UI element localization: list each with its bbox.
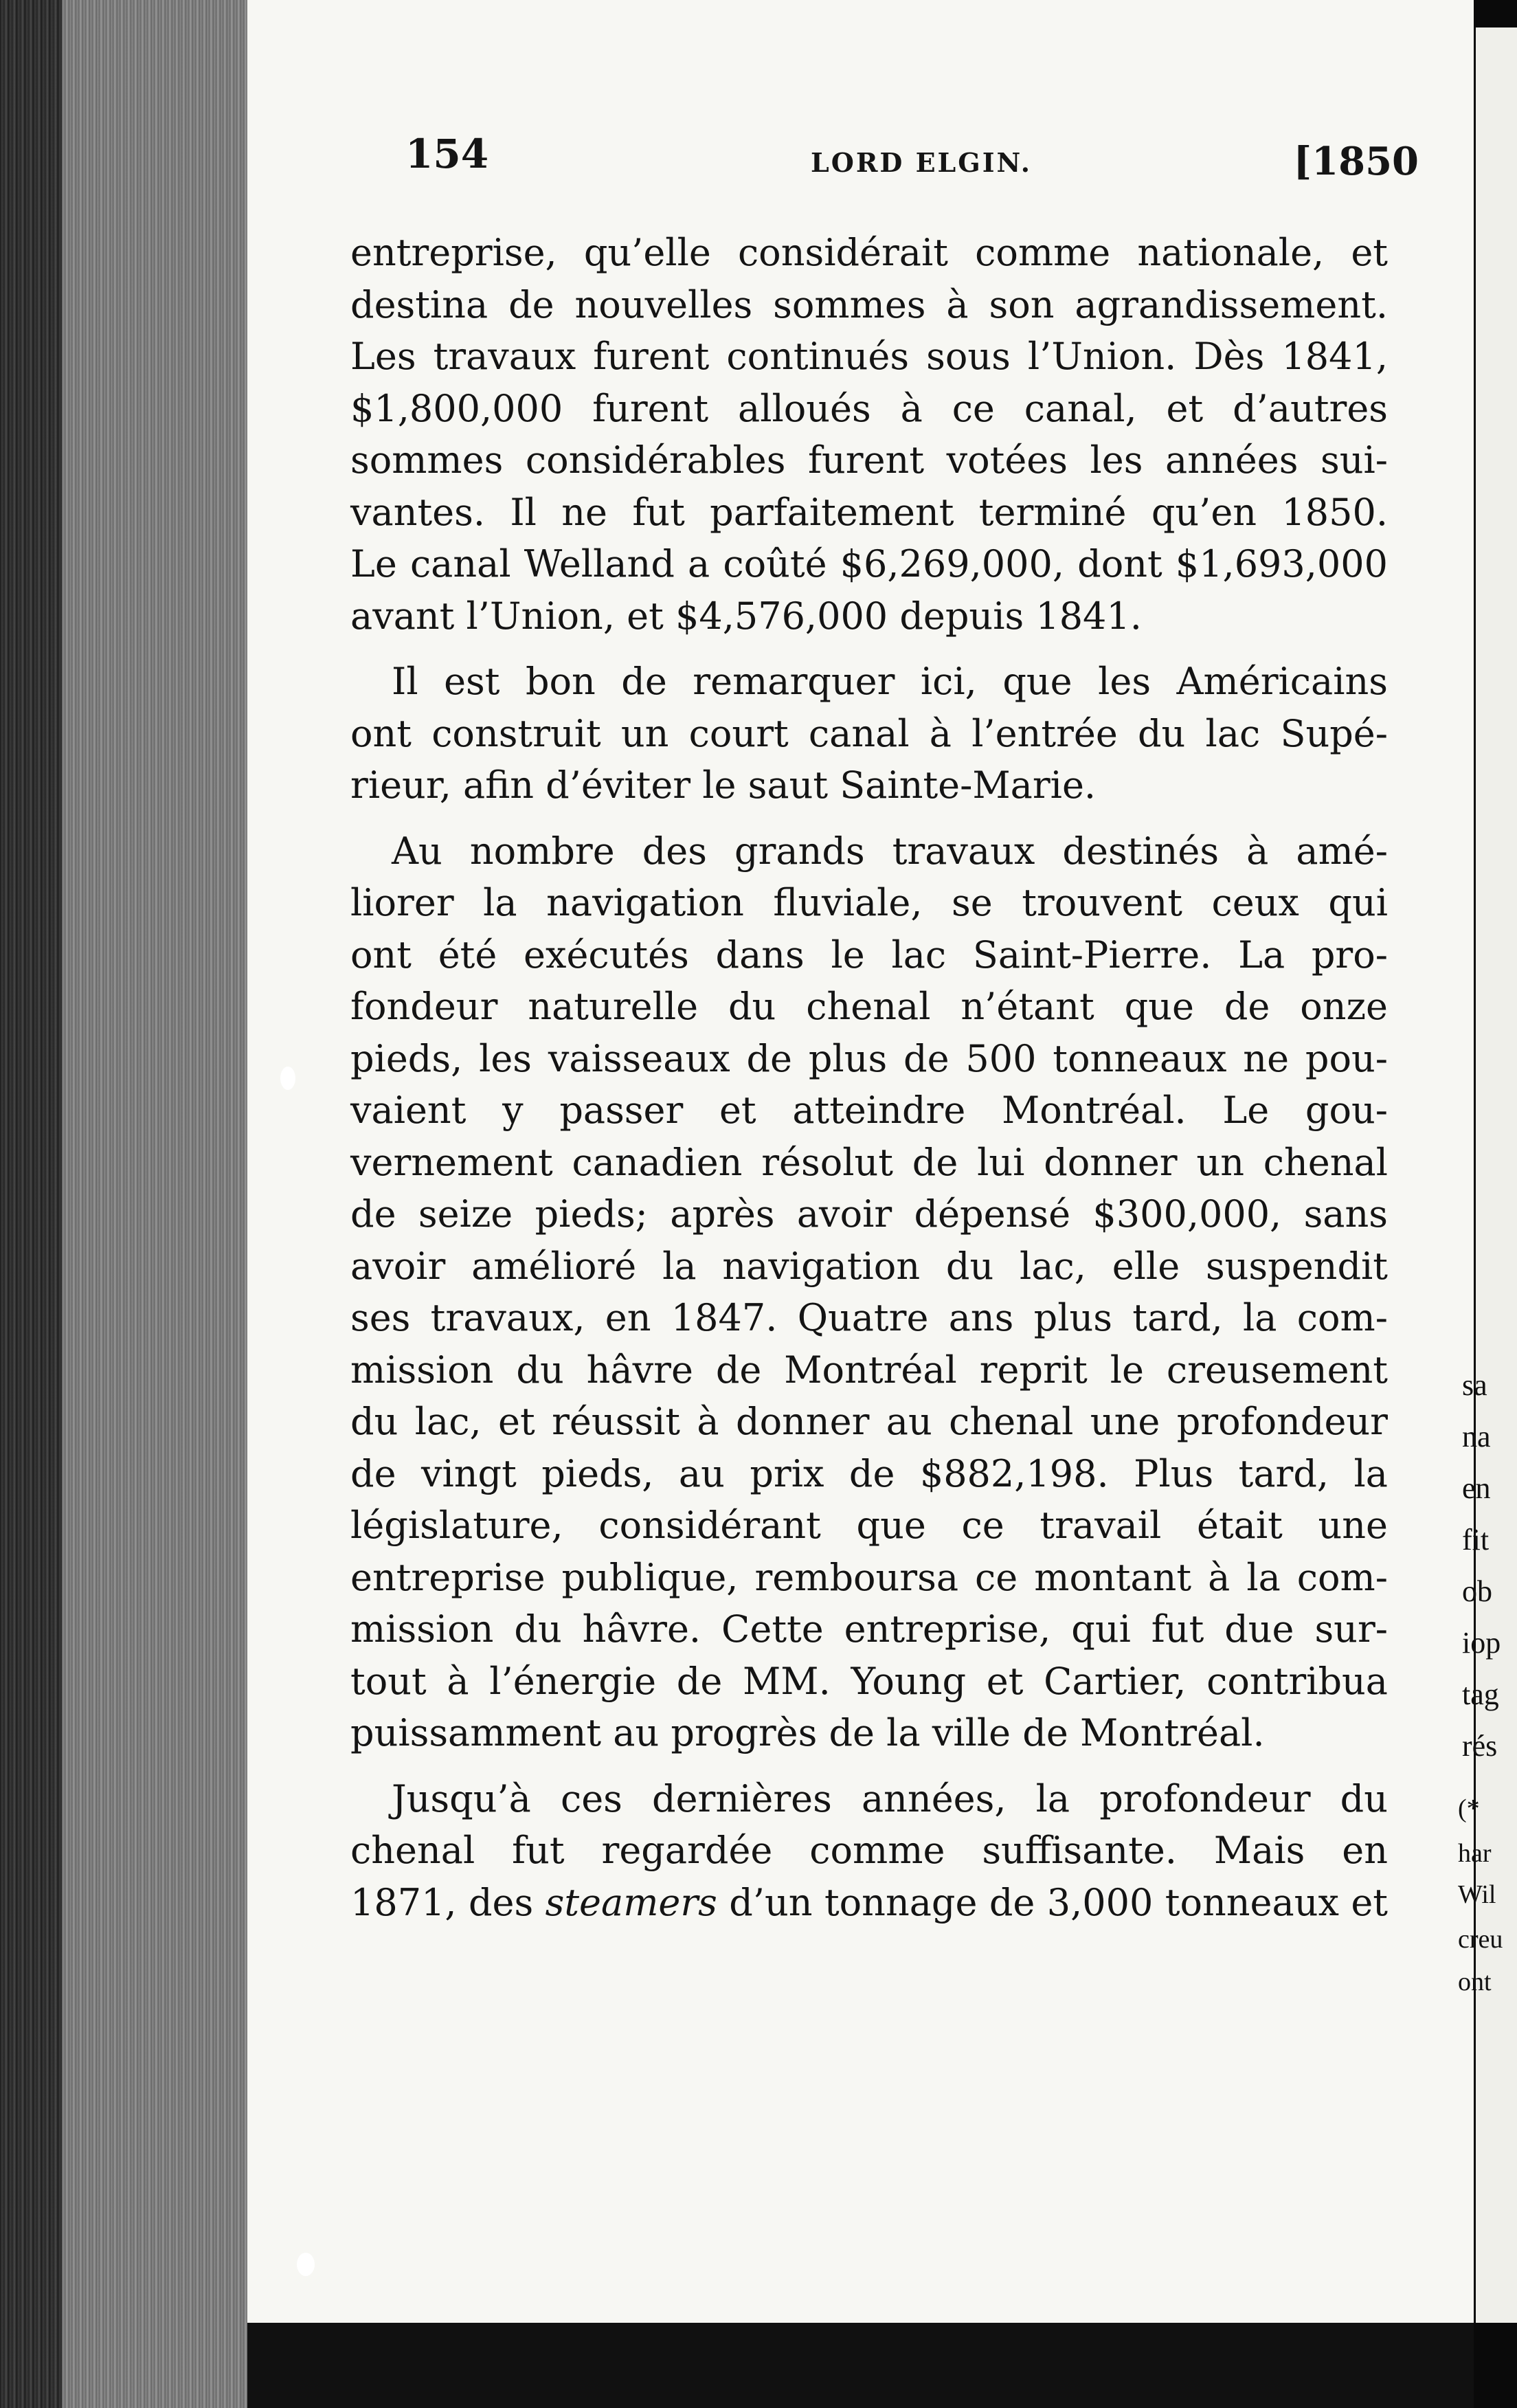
- text-line: fondeur naturelle du chenal n’étant que de onze: [350, 985, 1388, 1028]
- text-line: rieur, afin d’éviter le saut Sainte-Marie.: [350, 763, 1097, 807]
- text-line: législature, considérant que ce travail était une: [350, 1504, 1388, 1547]
- book-page-edges-inner: [62, 0, 251, 2408]
- text-line: tout à l’énergie de MM. Young et Cartier, contribua: [350, 1659, 1388, 1703]
- body-text: [350, 227, 1388, 1928]
- text-line: mission du hâvre de Montréal reprit le creusement: [350, 1348, 1388, 1392]
- text-line: vernement canadien résolut de lui donner un chenal: [350, 1140, 1388, 1184]
- scan-blot: [280, 1067, 295, 1090]
- next-page-fragment: ob: [1462, 1574, 1492, 1608]
- paragraph: [350, 1773, 1388, 1929]
- text-line: 1871, des steamers d’un tonnage de 3,000 tonneaux et: [350, 1880, 1388, 1924]
- text-line: Le canal Welland a coûté $6,269,000, dont $1,693,000: [350, 542, 1388, 586]
- text-line: entreprise, qu’elle considérait comme nationale, et: [350, 231, 1388, 274]
- scan-blot: [297, 2253, 315, 2276]
- text-line: Jusqu’à ces dernières années, la profondeur du: [392, 1776, 1388, 1820]
- text-line: de seize pieds; après avoir dépensé $300,000, sans: [350, 1192, 1388, 1236]
- text-line: avant l’Union, et $4,576,000 depuis 1841.: [350, 594, 1142, 638]
- next-page-fragment: rés: [1462, 1729, 1498, 1763]
- next-page-fragment: sa: [1462, 1368, 1487, 1402]
- text-line: destina de nouvelles sommes à son agrandissement.: [350, 282, 1388, 326]
- next-page-fragment: (*: [1458, 1794, 1480, 1823]
- next-page-fragment: tag: [1462, 1677, 1499, 1711]
- text-line: mission du hâvre. Cette entreprise, qui fut due sur-: [350, 1607, 1388, 1651]
- next-page-fragment: Wil: [1458, 1880, 1496, 1909]
- paragraph: [350, 656, 1388, 812]
- page-bottom-shadow: [247, 2323, 1474, 2408]
- next-page-fragment: ont: [1458, 1967, 1492, 1996]
- running-year: [1850: [1293, 139, 1419, 184]
- text-line: chenal fut regardée comme suffisante. Mais en: [350, 1829, 1388, 1872]
- next-page-fragment: iop: [1462, 1626, 1501, 1660]
- text-line: sommes considérables furent votées les années sui-: [350, 438, 1388, 482]
- text-line: vantes. Il ne fut parfaitement terminé qu’en 1850.: [350, 490, 1388, 534]
- text-line: vaient y passer et atteindre Montréal. Le gou-: [350, 1089, 1388, 1132]
- text-line: du lac, et réussit à donner au chenal une profondeur: [350, 1400, 1388, 1443]
- running-header: [405, 131, 1419, 192]
- text-line: liorer la navigation fluviale, se trouvent ceux qui: [350, 881, 1388, 924]
- text-line: ont été exécutés dans le lac Saint-Pierre. La pro-: [350, 933, 1388, 977]
- next-page-fragment: en: [1462, 1471, 1491, 1505]
- paragraph: [350, 227, 1388, 642]
- text-line: pieds, les vaisseaux de plus de 500 tonneaux ne pou-: [350, 1036, 1388, 1080]
- text-line: Il est bon de remarquer ici, que les Américains: [392, 660, 1388, 703]
- text-line: puissamment au progrès de la ville de Montréal.: [350, 1711, 1265, 1754]
- text-line: Au nombre des grands travaux destinés à amé-: [392, 829, 1388, 873]
- paragraph: [350, 825, 1388, 1759]
- next-page-fragment: creu: [1458, 1925, 1503, 1954]
- text-line: entreprise publique, remboursa ce montant à la com-: [350, 1555, 1388, 1599]
- text-line: ont construit un court canal à l’entrée du lac Supé-: [350, 711, 1388, 755]
- next-page-fragment: har: [1458, 1839, 1492, 1868]
- text-line: Les travaux furent continués sous l’Union. Dès 1841,: [350, 335, 1388, 378]
- book-page-edges: [0, 0, 261, 2408]
- next-page-fragment: fit: [1462, 1523, 1490, 1557]
- running-title: LORD ELGIN.: [811, 147, 1033, 178]
- next-page-fragment: na: [1462, 1420, 1491, 1453]
- text-line: $1,800,000 furent alloués à ce canal, et d’autres: [350, 386, 1388, 430]
- text-line: avoir amélioré la navigation du lac, elle suspendit: [350, 1244, 1388, 1288]
- page-number: 154: [405, 131, 489, 177]
- text-line: de vingt pieds, au prix de $882,198. Plus tard, la: [350, 1451, 1388, 1495]
- text-line: ses travaux, en 1847. Quatre ans plus tard, la com-: [350, 1296, 1388, 1339]
